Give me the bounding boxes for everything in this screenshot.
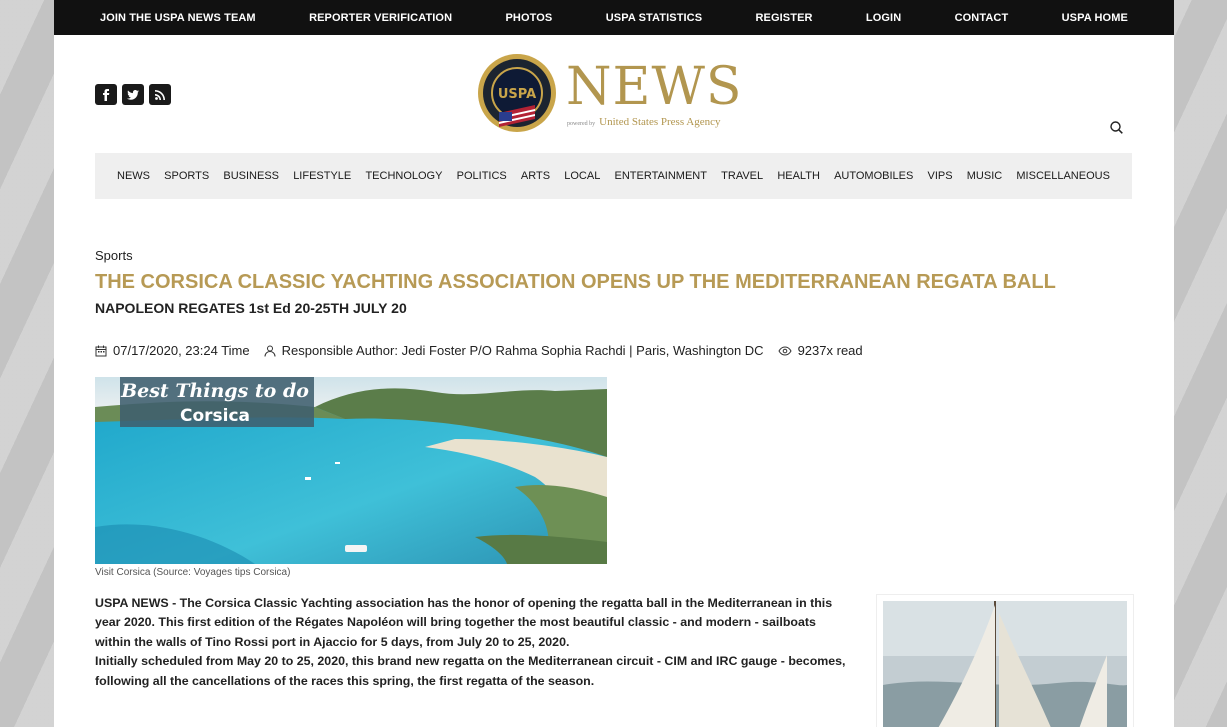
article-author-text: Responsible Author: Jedi Foster P/O Rahma Sophia Rachdi | Paris, Washington DC [281, 343, 764, 358]
category-miscellaneous[interactable]: MISCELLANEOUS [1016, 170, 1110, 182]
sailboat-image[interactable] [876, 594, 1134, 727]
category-technology[interactable]: TECHNOLOGY [365, 170, 443, 182]
hero-overlay-title: Best Things to do [121, 380, 309, 402]
category-travel[interactable]: TRAVEL [721, 170, 764, 182]
article-reads [778, 343, 863, 358]
top-navigation [54, 0, 1174, 35]
logo-subtitle [567, 116, 737, 128]
article-date [95, 343, 250, 358]
image-caption: Visit Corsica (Source: Voyages tips Corsica) [95, 567, 291, 578]
site-header [54, 35, 1174, 153]
category-local[interactable]: LOCAL [564, 170, 601, 182]
topnav-reporter-verification[interactable]: REPORTER VERIFICATION [309, 11, 453, 24]
article-date-text: 07/17/2020, 23:24 Time [113, 343, 250, 358]
search-icon [1110, 121, 1123, 134]
calendar-icon [95, 345, 107, 357]
uspa-seal-icon [477, 53, 557, 133]
category-arts[interactable]: ARTS [520, 170, 551, 182]
article-meta [95, 343, 877, 358]
category-vips[interactable]: VIPS [927, 170, 953, 182]
category-lifestyle[interactable]: LIFESTYLE [293, 170, 352, 182]
user-icon [264, 345, 276, 357]
twitter-icon [127, 90, 139, 100]
topnav-login[interactable]: LOGIN [865, 11, 902, 24]
article-category[interactable]: Sports [95, 248, 133, 263]
page [54, 0, 1174, 727]
article-paragraph-2: Initially scheduled from May 20 to 25, 2020, this brand new regatta on the Mediterranean circuit - CIM and IRC gauge - becomes, following all the cancellations of the races this spring, the first regatta of the season. [95, 654, 846, 688]
category-news[interactable]: NEWS [117, 170, 150, 182]
article-subtitle: NAPOLEON REGATES 1st Ed 20-25TH JULY 20 [95, 300, 407, 316]
hero-overlay-subtitle: Corsica [179, 406, 251, 426]
article-paragraph-1: USPA NEWS - The Corsica Classic Yachting association has the honor of opening the regatta ball in the Mediterranean in this year 2020. This first edition of the Régates Napoléon will bring together the most beautiful classic - and modern - sailboats within the walls of Tino Rossi port in Ajaccio for 5 days, from July 20 to 25, 2020. [95, 596, 833, 649]
topnav-uspa-home[interactable]: USPA HOME [1061, 11, 1128, 24]
topnav-join-team[interactable]: JOIN THE USPA NEWS TEAM [100, 11, 256, 24]
category-sports[interactable]: SPORTS [164, 170, 210, 182]
topnav-photos[interactable]: PHOTOS [505, 11, 553, 24]
category-politics[interactable]: POLITICS [456, 170, 507, 182]
logo-powered-label: powered by [567, 121, 596, 127]
rss-button[interactable] [149, 84, 171, 105]
eye-icon [778, 346, 792, 356]
article-body [95, 594, 855, 691]
article-title: THE CORSICA CLASSIC YACHTING ASSOCIATION OPENS UP THE MEDITERRANEAN REGATA BALL [95, 271, 1056, 293]
logo-agency-name: United States Press Agency [599, 116, 721, 128]
topnav-register[interactable]: REGISTER [755, 11, 813, 24]
search-button[interactable] [1110, 121, 1123, 139]
article-reads-text: 9237x read [797, 343, 863, 358]
article-hero-image[interactable] [95, 377, 607, 564]
twitter-button[interactable] [122, 84, 144, 105]
topnav-contact[interactable]: CONTACT [954, 11, 1009, 24]
category-health[interactable]: HEALTH [777, 170, 820, 182]
article-author [264, 343, 764, 358]
category-entertainment[interactable]: ENTERTAINMENT [614, 170, 707, 182]
category-navigation [95, 153, 1132, 199]
topnav-statistics[interactable]: USPA STATISTICS [605, 11, 703, 24]
svg-text:USPA: USPA [497, 87, 537, 102]
category-business[interactable]: BUSINESS [223, 170, 280, 182]
facebook-button[interactable] [95, 84, 117, 105]
category-music[interactable]: MUSIC [966, 170, 1003, 182]
rss-icon [155, 90, 165, 100]
facebook-icon [101, 89, 111, 101]
social-links [95, 84, 171, 105]
logo-news-title: NEWS [566, 57, 743, 117]
category-automobiles[interactable]: AUTOMOBILES [834, 170, 914, 182]
site-logo[interactable] [477, 53, 743, 133]
